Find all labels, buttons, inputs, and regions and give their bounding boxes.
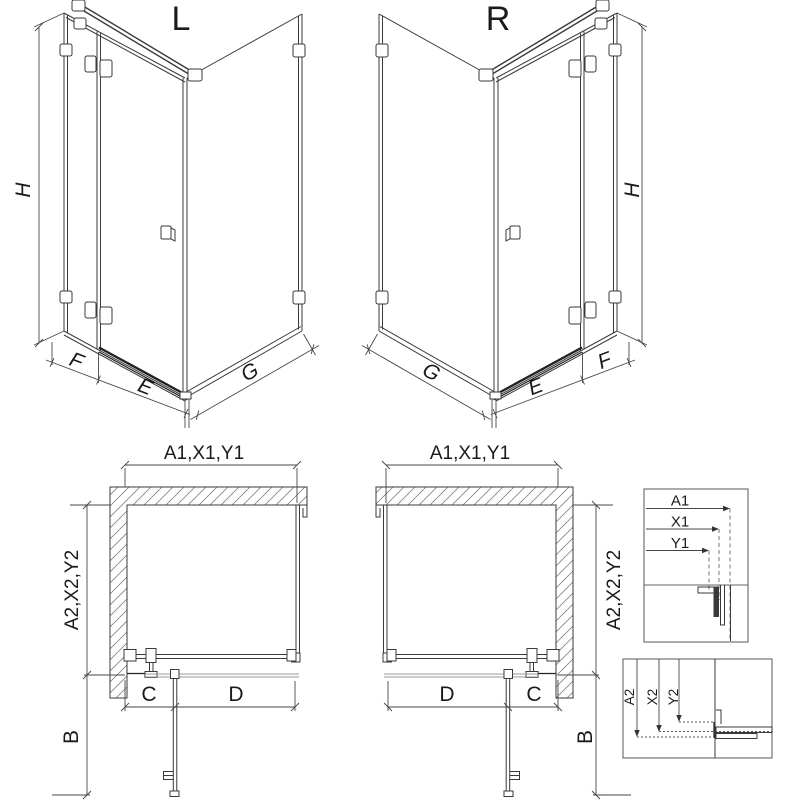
detail-width-border (644, 489, 748, 642)
plan-geometry-right (376, 461, 631, 799)
plan-right-dim-c: C (526, 683, 542, 706)
iso-left-title: L (171, 0, 191, 38)
detail-label-x1: X1 (670, 513, 690, 531)
iso-left-dim-f: F (66, 347, 87, 374)
detail-x2-arrowhead (656, 725, 661, 732)
detail-y1-arrowhead (702, 548, 709, 553)
plan-geometry-left (52, 461, 307, 799)
detail-label-y2: Y2 (666, 688, 681, 706)
iso-right-dim-e: E (525, 373, 547, 401)
detail-a1-arrowhead (723, 506, 730, 511)
plan-left-dim-d: D (228, 683, 244, 706)
detail-y2-arrowhead (676, 715, 681, 722)
detail-a2-arrowhead (634, 730, 639, 737)
iso-right-dim-f: F (594, 347, 615, 374)
plan-right-dim-width: A1,X1,Y1 (429, 443, 511, 464)
iso-right-dim-g: G (418, 358, 444, 387)
detail-label-a2: A2 (622, 688, 637, 706)
detail-x1-arrowhead (712, 526, 719, 531)
iso-left-dim-h: H (12, 182, 35, 198)
profile-wall-channel (714, 587, 720, 617)
iso-view-right (362, 0, 647, 428)
detail-box-depth (622, 659, 772, 758)
plan-view-left (52, 443, 307, 799)
wall-hatch-left (110, 487, 307, 698)
iso-right-dim-h: H (621, 182, 644, 198)
plan-right-dim-b: B (574, 729, 597, 745)
plan-left-dim-depth: A2,X2,Y2 (62, 549, 83, 631)
iso-right-title: R (485, 0, 511, 38)
iso-view-left (12, 0, 319, 428)
detail-label-y1: Y1 (670, 535, 690, 552)
detail-depth-border (623, 659, 772, 758)
profile-hook (716, 710, 721, 724)
plan-right-dim-depth: A2,X2,Y2 (604, 549, 625, 631)
iso-left-dim-g: G (237, 358, 263, 387)
profile-rail-lower (716, 734, 757, 739)
detail-box-width (644, 489, 748, 642)
detail-label-x2: X2 (645, 688, 660, 706)
plan-right-dim-d: D (439, 683, 455, 706)
iso-left-dim-e: E (134, 373, 156, 401)
plan-left-dim-c: C (141, 683, 157, 706)
plan-left-dim-width: A1,X1,Y1 (163, 443, 245, 464)
detail-label-a1: A1 (670, 492, 690, 510)
profile-glass-edge (721, 585, 725, 625)
wall-hatch-right (376, 487, 573, 698)
plan-left-dim-b: B (60, 729, 83, 745)
detail-depth-reference-dots (637, 722, 772, 737)
plan-view-right (376, 443, 631, 799)
